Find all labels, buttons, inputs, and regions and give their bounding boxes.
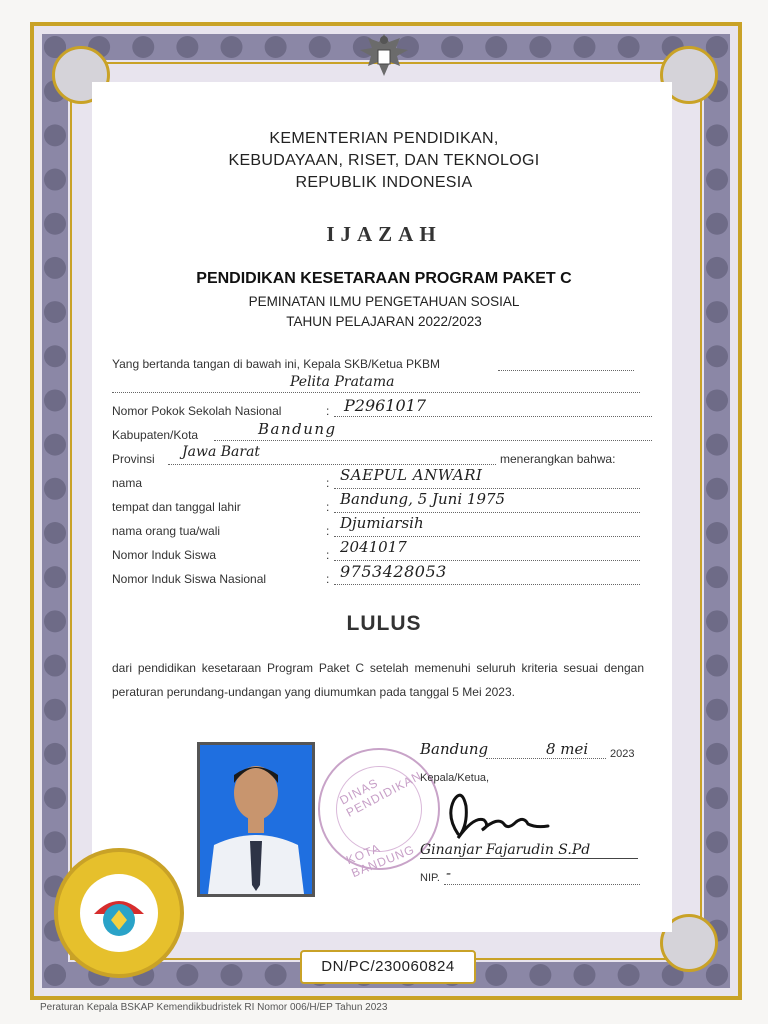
school-name-value: Pelita Pratama xyxy=(290,374,395,390)
colon: : xyxy=(326,404,330,418)
nip-label: NIP. xyxy=(420,872,440,884)
graduation-statement: dari pendidikan kesetaraan Program Paket C setelah memenuhi seluruh kriteria sesuai dengan peraturan perundang-undangan yang diumumkan pada tanggal 5 Mei 2023. xyxy=(112,661,644,699)
stamp-bottom-text: KOTA BANDUNG xyxy=(344,841,417,881)
parent-name-value: Djumiarsih xyxy=(340,514,424,532)
garuda-emblem-icon xyxy=(356,30,412,82)
signer-underline xyxy=(420,858,638,859)
dotted-line xyxy=(334,512,640,513)
academic-year: TAHUN PELAJARAN 2022/2023 xyxy=(286,314,482,329)
provinsi-label: Provinsi xyxy=(112,452,155,466)
kabupaten-label: Kabupaten/Kota xyxy=(112,428,199,442)
dotted-line xyxy=(498,370,634,371)
student-field-label: nama xyxy=(112,476,143,490)
dotted-line xyxy=(334,536,640,537)
program-name: PENDIDIKAN KESETARAAN PROGRAM PAKET C xyxy=(196,270,572,287)
serial-number: DN/PC/230060824 xyxy=(321,958,455,975)
student-field-label: Nomor Induk Siswa xyxy=(112,548,217,562)
program-specialization: PEMINATAN ILMU PENGETAHUAN SOSIAL xyxy=(248,294,520,309)
footer-regulation: Peraturan Kepala BSKAP Kemendikbudristek RI Nomor 006/H/EP Tahun 2023 xyxy=(40,1002,388,1013)
nisn-value: 9753428053 xyxy=(340,562,447,581)
declaration-text: menerangkan bahwa: xyxy=(500,452,616,466)
dotted-line xyxy=(334,584,640,585)
stamp-top-text: DINAS PENDIDIKAN xyxy=(337,768,425,820)
student-field-label: Nomor Induk Siswa Nasional xyxy=(112,572,267,586)
document-title: IJAZAH xyxy=(326,222,442,246)
dotted-line xyxy=(112,392,640,393)
ministry-line-3: REPUBLIK INDONESIA xyxy=(295,174,473,191)
ministry-line-1: KEMENTERIAN PENDIDIKAN, xyxy=(269,130,499,147)
ministry-line-2: KEBUDAYAAN, RISET, DAN TEKNOLOGI xyxy=(228,152,540,169)
colon: : xyxy=(326,572,330,586)
colon: : xyxy=(326,548,330,562)
colon: : xyxy=(326,524,330,538)
result-status: LULUS xyxy=(346,612,422,635)
dotted-line xyxy=(214,440,652,441)
npsn-label: Nomor Pokok Sekolah Nasional xyxy=(112,404,282,418)
signature-place: Bandung xyxy=(420,740,489,758)
nis-value: 2041017 xyxy=(340,538,407,556)
student-photo xyxy=(197,742,315,897)
colon: : xyxy=(326,500,330,514)
birth-place-date-value: Bandung, 5 Juni 1975 xyxy=(340,490,506,508)
signer-name: Ginanjar Fajarudin S.Pd xyxy=(420,842,591,858)
dotted-line xyxy=(486,758,606,759)
signature-scribble xyxy=(444,786,554,846)
kabupaten-value: Bandung xyxy=(258,420,337,438)
colon: : xyxy=(326,476,330,490)
dotted-line xyxy=(334,488,640,489)
student-field-label: nama orang tua/wali xyxy=(112,524,221,538)
provinsi-value: Jawa Barat xyxy=(182,444,261,460)
signature-year: 2023 xyxy=(610,748,635,760)
serial-number-box xyxy=(300,950,476,984)
logo-emblem xyxy=(80,874,158,952)
student-field-label: tempat dan tanggal lahir xyxy=(112,500,241,514)
tut-wuri-handayani-logo-icon xyxy=(54,848,184,978)
signer-role: Kepala/Ketua, xyxy=(420,772,490,784)
signature-date: 8 mei xyxy=(546,740,589,758)
intro-text: Yang bertanda tangan di bawah ini, Kepala SKB/Ketua PKBM xyxy=(112,357,441,371)
dotted-line xyxy=(168,464,496,465)
npsn-value: P2961017 xyxy=(344,396,427,415)
student-portrait xyxy=(200,745,312,894)
dotted-line xyxy=(334,416,652,417)
dotted-line xyxy=(444,884,640,885)
nip-value: - xyxy=(446,864,452,882)
dotted-line xyxy=(334,560,640,561)
student-name-value: SAEPUL ANWARI xyxy=(340,466,483,484)
